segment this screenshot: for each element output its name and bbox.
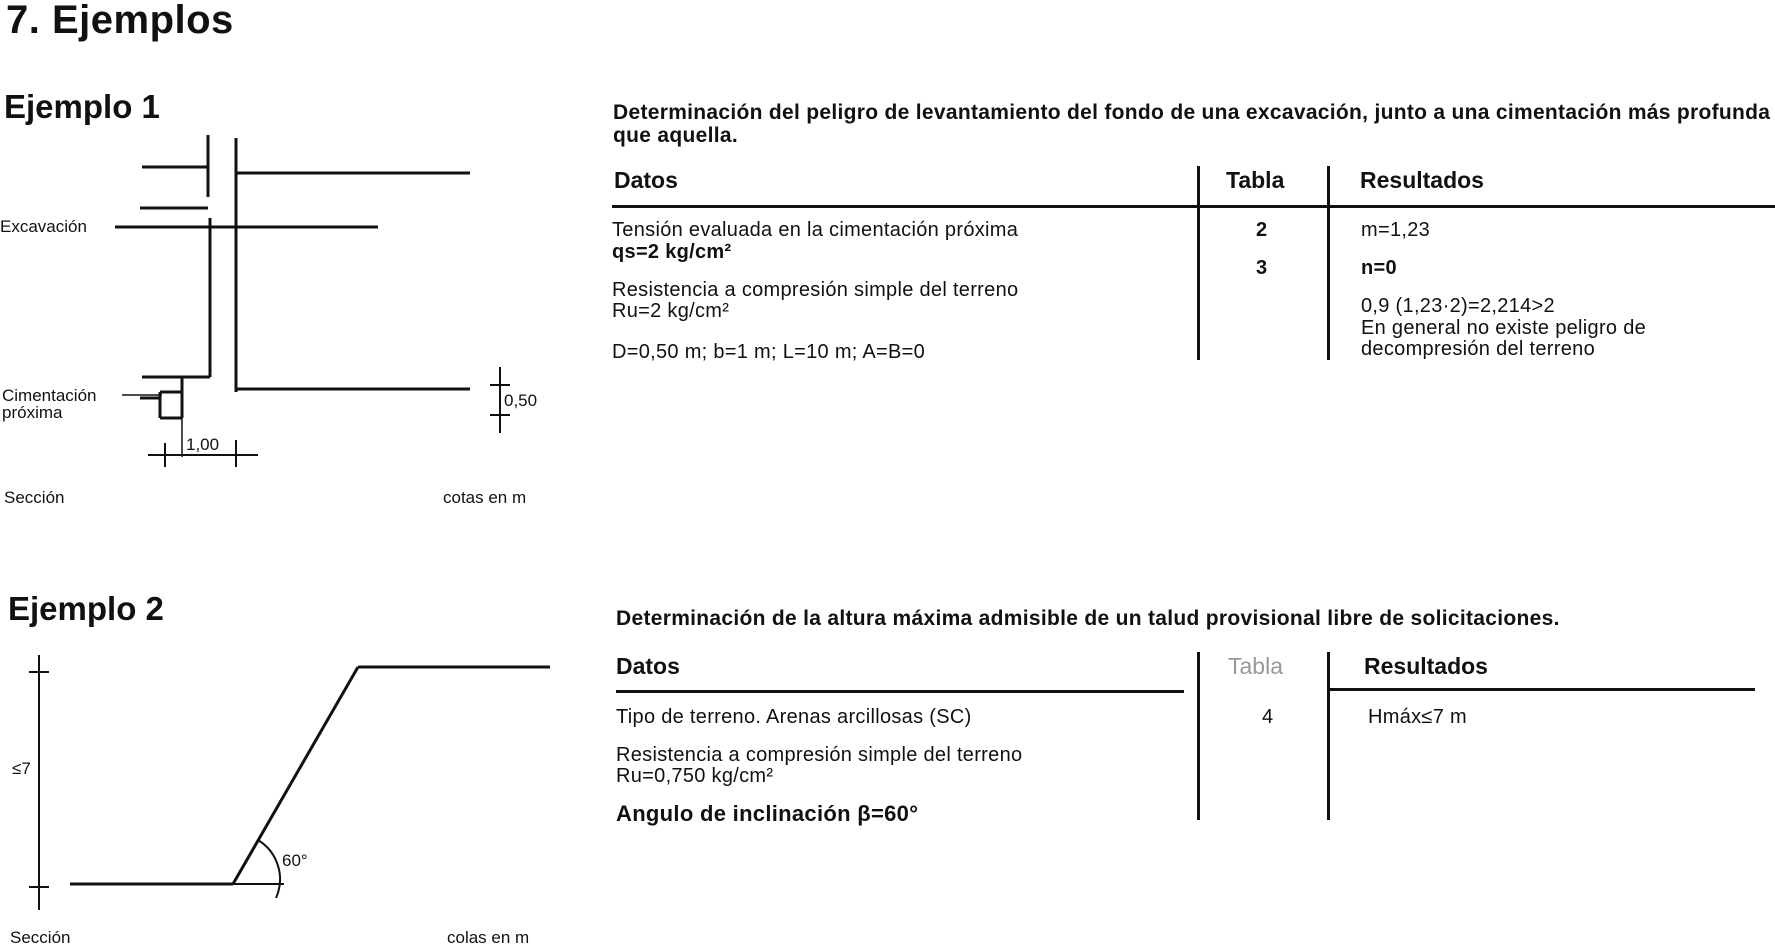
example-2-heading: Ejemplo 2	[8, 590, 164, 627]
table-1-tabla-1: 2	[1256, 219, 1268, 241]
dim-depth-label: 0,50	[504, 391, 538, 410]
angle-label: 60°	[282, 851, 308, 870]
table-1-header-datos: Datos	[614, 167, 678, 193]
table-1-datos-2b: Ru=2 kg/cm²	[612, 300, 730, 322]
table-2-res-1: Hmáx≤7 m	[1368, 706, 1467, 728]
label-excavacion: Excavación	[0, 217, 87, 236]
dim-width-label: 1,00	[186, 435, 220, 454]
table-2-header-tabla: Tabla	[1228, 653, 1283, 679]
table-2-divider-2	[1327, 652, 1330, 820]
units-label-2: colas en m	[447, 928, 530, 947]
table-1-header-resultados: Resultados	[1360, 167, 1484, 193]
table-2-rule-b	[1330, 688, 1755, 691]
table-2-tabla-1: 4	[1262, 706, 1274, 728]
table-1-datos-3: D=0,50 m; b=1 m; L=10 m; A=B=0	[612, 341, 926, 363]
table-1-header-tabla: Tabla	[1226, 167, 1285, 193]
example-2-description: Determinación de la altura máxima admisible de un talud provisional libre de solicitaciones.	[616, 607, 1560, 630]
example-1-description: Determinación del peligro de levantamiento del fondo de una excavación, junto a una cimentación más profunda que aquella.	[613, 101, 1771, 147]
table-1-res-2: n=0	[1361, 257, 1397, 279]
units-label-1: cotas en m	[443, 488, 527, 507]
page-title: 7. Ejemplos	[6, 0, 234, 42]
table-2-datos-2b: Ru=0,750 kg/cm²	[616, 765, 774, 787]
table-1-datos-1b: qs=2 kg/cm²	[612, 241, 732, 263]
table-1-tabla-2: 3	[1256, 257, 1268, 279]
table-2-divider-1	[1197, 652, 1200, 820]
table-1-res-3: 0,9 (1,23·2)=2,214>2	[1361, 295, 1555, 317]
table-2-datos-3: Angulo de inclinación β=60°	[616, 801, 919, 826]
table-2-datos-1: Tipo de terreno. Arenas arcillosas (SC)	[616, 706, 972, 728]
table-1-datos-1a: Tensión evaluada en la cimentación próxima	[612, 219, 1019, 241]
dim-height-label: ≤7	[12, 759, 31, 778]
table-2-header-resultados: Resultados	[1364, 653, 1488, 679]
table-2-datos-2a: Resistencia a compresión simple del terreno	[616, 744, 1023, 766]
table-1-res-1: m=1,23	[1361, 219, 1431, 241]
label-proxima: próxima	[2, 403, 63, 422]
section-label-2: Sección	[10, 928, 71, 947]
table-2-header-datos: Datos	[616, 653, 680, 679]
example-1-heading: Ejemplo 1	[4, 88, 160, 125]
table-1-res-4: En general no existe peligro de	[1361, 317, 1647, 339]
table-1-datos-2a: Resistencia a compresión simple del terreno	[612, 279, 1019, 301]
table-1-res-5: decompresión del terreno	[1361, 338, 1595, 360]
table-2-rule-a	[616, 690, 1184, 693]
label-cimentacion: Cimentación	[2, 386, 97, 405]
section-label-1: Sección	[4, 488, 65, 507]
